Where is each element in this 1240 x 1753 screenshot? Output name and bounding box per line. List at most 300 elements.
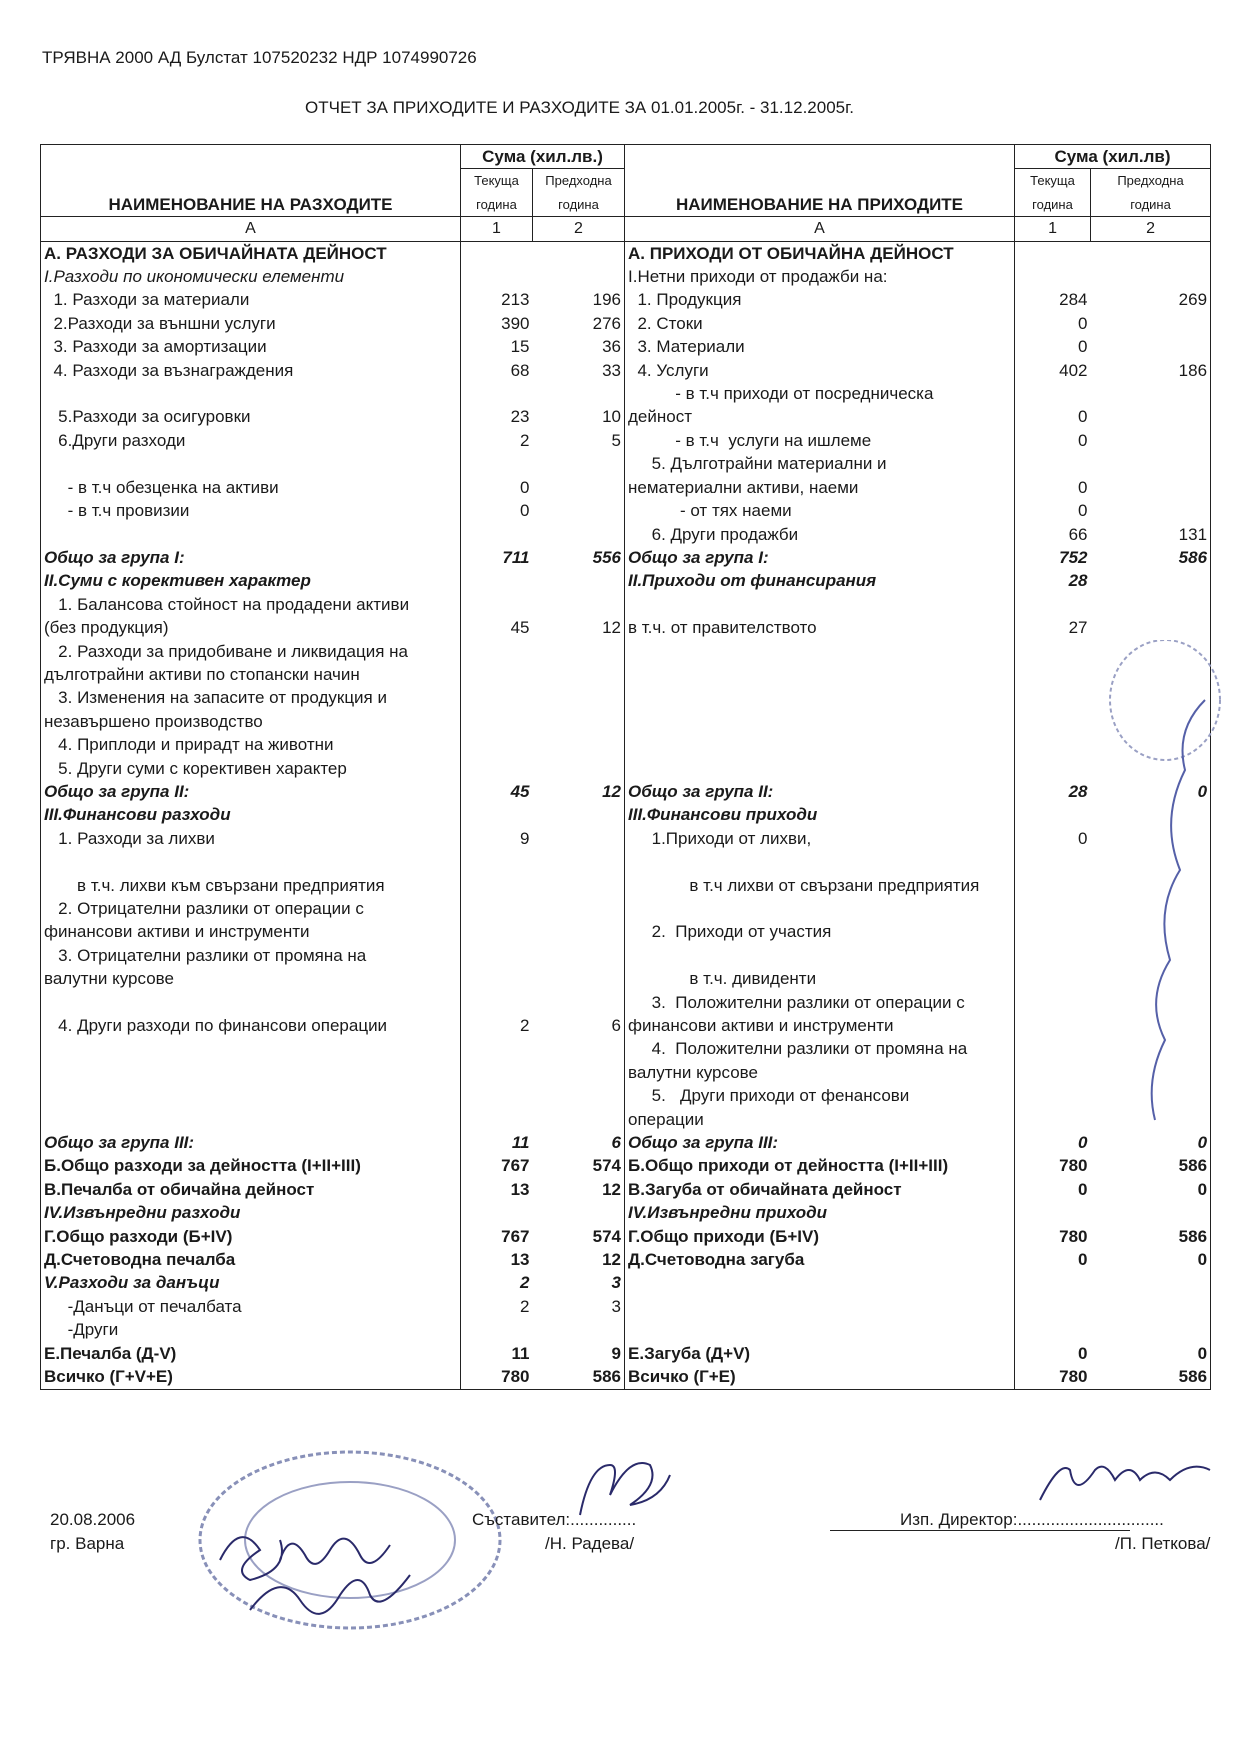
table-row xyxy=(41,1365,1211,1389)
income-current-value xyxy=(1015,241,1091,265)
income-item: операции xyxy=(628,1109,704,1129)
expense-previous-value xyxy=(533,1201,625,1224)
table-row xyxy=(41,1154,1211,1177)
table-row xyxy=(41,944,1211,967)
table-row xyxy=(41,546,1211,569)
income-current-year-header: Текуща година xyxy=(1015,169,1091,217)
income-item xyxy=(625,710,1015,733)
income-current-value: 0 xyxy=(1015,827,1091,850)
expense-item: 3. Разходи за амортизации xyxy=(41,335,461,358)
income-current-value xyxy=(1015,1037,1091,1060)
income-current-value xyxy=(1015,663,1091,686)
income-current-value xyxy=(1015,757,1091,780)
income-item: финансови активи и инструменти xyxy=(628,1016,894,1036)
income-item: Б.Общо приходи от дейността (I+II+III) xyxy=(628,1156,949,1176)
director-signature-line xyxy=(830,1530,1130,1531)
expense-item xyxy=(41,1084,461,1107)
expense-current-value xyxy=(461,803,533,826)
expense-item: Общо за група I: xyxy=(41,546,461,569)
expense-previous-value xyxy=(533,382,625,405)
table-row xyxy=(41,499,1211,522)
expense-previous-value xyxy=(533,1318,625,1341)
expense-previous-value xyxy=(533,1037,625,1060)
income-current-value: 780 xyxy=(1015,1154,1091,1177)
expense-current-value xyxy=(461,991,533,1014)
income-current-value xyxy=(1015,640,1091,663)
income-item: 5. Дълготрайни материални и xyxy=(628,454,887,474)
income-previous-value: 586 xyxy=(1091,546,1211,569)
income-current-value: 0 xyxy=(1015,429,1091,452)
expense-previous-value: 12 xyxy=(533,780,625,803)
income-previous-value xyxy=(1091,616,1211,639)
expense-previous-value: 586 xyxy=(533,1365,625,1389)
expense-item: 1. Балансова стойност на продадени активи xyxy=(41,593,461,616)
income-item: Общо за група III: xyxy=(628,1133,779,1153)
income-previous-value xyxy=(1091,593,1211,616)
income-item xyxy=(625,944,1015,967)
expense-current-value xyxy=(461,640,533,663)
expense-item xyxy=(41,382,461,405)
expense-item xyxy=(41,850,461,873)
expense-current-value xyxy=(461,593,533,616)
expense-previous-value xyxy=(533,241,625,265)
expense-current-value xyxy=(461,265,533,288)
expense-previous-value: 6 xyxy=(533,1131,625,1154)
income-previous-value xyxy=(1091,382,1211,405)
income-previous-value xyxy=(1091,499,1211,522)
handwritten-note xyxy=(1095,640,1235,1160)
income-current-value xyxy=(1015,1201,1091,1224)
expense-item: III.Финансови разходи xyxy=(41,803,461,826)
expense-current-value xyxy=(461,897,533,920)
table-row xyxy=(41,1342,1211,1365)
expenses-current-year-header: Текуща година xyxy=(461,169,533,217)
income-current-value: 27 xyxy=(1015,616,1091,639)
income-previous-value xyxy=(1091,1201,1211,1224)
income-current-value xyxy=(1015,991,1091,1014)
income-current-value: 752 xyxy=(1015,546,1091,569)
expense-previous-value: 276 xyxy=(533,312,625,335)
expense-previous-value xyxy=(533,1061,625,1084)
table-row xyxy=(41,1131,1211,1154)
expense-item xyxy=(41,1037,461,1060)
expense-previous-value xyxy=(533,499,625,522)
income-current-value xyxy=(1015,967,1091,990)
expense-current-value xyxy=(461,757,533,780)
expense-item: 2. Разходи за придобиване и ликвидация на xyxy=(41,640,461,663)
expense-previous-value: 36 xyxy=(533,335,625,358)
income-item: валутни курсове xyxy=(628,1062,758,1082)
income-item xyxy=(625,757,1015,780)
income-previous-value: 0 xyxy=(1091,1178,1211,1201)
table-row xyxy=(41,874,1211,897)
table-row xyxy=(41,733,1211,756)
table-row xyxy=(41,1225,1211,1248)
income-current-value: 0 xyxy=(1015,1248,1091,1271)
income-item: Общо за група I: xyxy=(628,547,769,567)
expense-item: Общо за група II: xyxy=(41,780,461,803)
expense-previous-value xyxy=(533,803,625,826)
income-item xyxy=(625,1318,1015,1341)
expense-previous-value: 5 xyxy=(533,429,625,452)
expense-previous-value xyxy=(533,991,625,1014)
expense-previous-value: 12 xyxy=(533,1178,625,1201)
table-body xyxy=(41,241,1211,1389)
income-item: Всичко (Г+Е) xyxy=(625,1365,1015,1389)
income-current-value xyxy=(1015,1271,1091,1294)
income-previous-value xyxy=(1091,569,1211,592)
expense-previous-value: 9 xyxy=(533,1342,625,1365)
expense-item: 4. Разходи за възнаграждения xyxy=(41,359,461,382)
table-row xyxy=(41,569,1211,592)
income-current-value xyxy=(1015,733,1091,756)
table-row xyxy=(41,1248,1211,1271)
expense-item: валутни курсове xyxy=(41,967,461,990)
expense-previous-value xyxy=(533,1108,625,1131)
expense-previous-value: 12 xyxy=(533,616,625,639)
expense-previous-value: 196 xyxy=(533,288,625,311)
column-label: 1 xyxy=(1015,217,1091,241)
income-current-value: 0 xyxy=(1015,499,1091,522)
expense-previous-value xyxy=(533,827,625,850)
income-current-value xyxy=(1015,1295,1091,1318)
table-row xyxy=(41,967,1211,990)
income-current-value xyxy=(1015,265,1091,288)
expense-current-value xyxy=(461,874,533,897)
expense-item: 1. Разходи за лихви xyxy=(41,827,461,850)
expense-item: дълготрайни активи по стопански начин xyxy=(41,663,461,686)
income-current-value: 0 xyxy=(1015,1342,1091,1365)
expense-previous-value xyxy=(533,897,625,920)
income-name-header: НАИМЕНОВАНИЕ НА ПРИХОДИТЕ xyxy=(625,145,1015,217)
income-item: Е.Загуба (Д+V) xyxy=(628,1343,751,1363)
expense-previous-value xyxy=(533,920,625,943)
income-previous-value xyxy=(1091,335,1211,358)
expense-item: Общо за група III: xyxy=(41,1131,461,1154)
income-current-value xyxy=(1015,897,1091,920)
compiler-label: Съставител:.............. xyxy=(472,1510,637,1529)
expense-item: 5.Разходи за осигуровки xyxy=(41,405,461,428)
expense-current-value: 2 xyxy=(520,430,530,450)
expense-current-value xyxy=(461,686,533,709)
expense-current-value: 390 xyxy=(501,313,530,333)
income-item xyxy=(625,593,1015,616)
income-item: - в т.ч приходи от посредническа xyxy=(628,384,934,404)
income-current-value xyxy=(1015,452,1091,475)
income-item xyxy=(625,1271,1015,1294)
income-current-value: 0 xyxy=(1015,405,1091,428)
table-row xyxy=(41,710,1211,733)
expense-current-value: 2 xyxy=(520,1296,530,1316)
expense-item: - в т.ч обезценка на активи xyxy=(41,476,461,499)
column-number-row xyxy=(41,217,1211,241)
income-previous-year-header: Предходна година xyxy=(1091,169,1211,217)
income-item: 2. Приходи от участия xyxy=(628,922,832,942)
table-row xyxy=(41,288,1211,311)
table-row xyxy=(41,1271,1211,1294)
expense-item: В.Печалба от обичайна дейност xyxy=(41,1178,461,1201)
expense-previous-value xyxy=(533,476,625,499)
expense-item: (без продукция) xyxy=(41,616,461,639)
income-previous-value: 0 xyxy=(1091,1342,1211,1365)
table-row xyxy=(41,593,1211,616)
expense-previous-value: 10 xyxy=(533,405,625,428)
table-row xyxy=(41,523,1211,546)
expense-previous-value xyxy=(533,967,625,990)
income-item xyxy=(625,850,1015,873)
expense-item: 4. Други разходи по финансови операции xyxy=(41,1014,461,1037)
table-row xyxy=(41,640,1211,663)
income-current-value xyxy=(1015,850,1091,873)
expense-item: 5. Други суми с корективен характер xyxy=(41,757,461,780)
expense-item xyxy=(41,452,461,475)
expense-current-value xyxy=(461,241,533,265)
income-previous-value: 0 xyxy=(1091,780,1211,803)
income-item: IV.Извънредни приходи xyxy=(628,1203,828,1223)
expense-previous-value: 3 xyxy=(533,1271,625,1294)
income-item: III.Финансови приходи xyxy=(628,805,818,825)
income-current-value xyxy=(1015,944,1091,967)
column-label: 2 xyxy=(1091,217,1211,241)
income-previous-value xyxy=(1091,476,1211,499)
income-current-value: 780 xyxy=(1015,1365,1091,1389)
expense-previous-value xyxy=(533,710,625,733)
expense-previous-value xyxy=(533,640,625,663)
income-previous-value xyxy=(1091,405,1211,428)
income-item: II.Приходи от финансирания xyxy=(628,571,877,591)
expense-previous-value xyxy=(533,523,625,546)
income-item: 3. Материали xyxy=(628,337,745,357)
expense-item xyxy=(41,1061,461,1084)
expense-item: в т.ч. лихви към свързани предприятия xyxy=(41,874,461,897)
expense-item: 2. Отрицателни разлики от операции с xyxy=(41,897,461,920)
expense-current-value xyxy=(461,920,533,943)
income-item: в т.ч. от правителството xyxy=(628,618,817,638)
expense-current-value xyxy=(461,569,533,592)
table-row xyxy=(41,1084,1211,1107)
table-row xyxy=(41,686,1211,709)
income-current-value: 0 xyxy=(1015,335,1091,358)
expense-current-value xyxy=(461,663,533,686)
expense-current-value: 780 xyxy=(461,1365,533,1389)
income-item: дейност xyxy=(628,407,693,427)
expense-item: -Данъци от печалбата xyxy=(41,1295,461,1318)
column-label: А xyxy=(41,217,461,241)
income-current-value xyxy=(1015,1108,1091,1131)
income-previous-value: 586 xyxy=(1091,1365,1211,1389)
income-previous-value: 131 xyxy=(1091,523,1211,546)
expenses-sum-header: Сума (хил.лв.) xyxy=(461,145,625,169)
income-item: - в т.ч услуги на ишлеме xyxy=(628,430,872,450)
table-row xyxy=(41,452,1211,475)
expense-item: Г.Общо разходи (Б+IV) xyxy=(41,1225,461,1248)
income-current-value xyxy=(1015,920,1091,943)
income-item: 1.Приходи от лихви, xyxy=(628,828,812,848)
table-row xyxy=(41,663,1211,686)
income-previous-value: 269 xyxy=(1091,288,1211,311)
income-previous-value xyxy=(1091,429,1211,452)
expense-current-value: 23 xyxy=(510,407,530,427)
expense-current-value xyxy=(461,1037,533,1060)
expense-item xyxy=(41,1108,461,1131)
expense-item: Б.Общо разходи за дейността (I+II+III) xyxy=(41,1154,461,1177)
expense-current-value xyxy=(461,710,533,733)
income-current-value xyxy=(1015,803,1091,826)
expense-current-value xyxy=(461,1084,533,1107)
expense-current-value: 45 xyxy=(510,781,530,801)
expense-current-value xyxy=(461,733,533,756)
expense-previous-value xyxy=(533,733,625,756)
expense-current-value xyxy=(461,1201,533,1224)
expense-current-value: 767 xyxy=(501,1226,530,1246)
expense-previous-value xyxy=(533,1084,625,1107)
expense-current-value xyxy=(461,1318,533,1341)
income-current-value: 0 xyxy=(1015,1178,1091,1201)
expense-previous-value xyxy=(533,757,625,780)
income-item: Г.Общо приходи (Б+IV) xyxy=(628,1226,819,1246)
director-signature xyxy=(1030,1455,1230,1515)
expense-item: 1. Разходи за материали xyxy=(41,288,461,311)
income-previous-value: 0 xyxy=(1091,1131,1211,1154)
expense-item: I.Разходи по икономически елементи xyxy=(41,265,461,288)
income-item: А. ПРИХОДИ ОТ ОБИЧАЙНА ДЕЙНОСТ xyxy=(628,243,954,263)
expense-current-value xyxy=(461,944,533,967)
table-row xyxy=(41,850,1211,873)
expense-previous-value xyxy=(533,686,625,709)
table-row xyxy=(41,1108,1211,1131)
expense-item: - в т.ч провизии xyxy=(41,499,461,522)
table-row xyxy=(41,780,1211,803)
table-row xyxy=(41,382,1211,405)
expense-previous-value xyxy=(533,850,625,873)
expense-current-value: 45 xyxy=(510,618,530,638)
table-row xyxy=(41,1061,1211,1084)
expense-item: 6.Други разходи xyxy=(41,429,461,452)
expense-current-value xyxy=(461,1061,533,1084)
expense-previous-value: 556 xyxy=(533,546,625,569)
income-item: в т.ч лихви от свързани предприятия xyxy=(628,875,980,895)
table-header-row xyxy=(41,145,1211,169)
table-row xyxy=(41,616,1211,639)
expense-current-value: 213 xyxy=(501,290,530,310)
income-item: 5. Други приходи от фенансови xyxy=(628,1086,910,1106)
table-row xyxy=(41,991,1211,1014)
income-previous-value xyxy=(1091,241,1211,265)
expenses-previous-year-header: Предходна година xyxy=(533,169,625,217)
income-item xyxy=(625,897,1015,920)
expense-previous-value: 12 xyxy=(533,1248,625,1271)
income-item: в т.ч. дивиденти xyxy=(628,969,817,989)
income-current-value: 780 xyxy=(1015,1225,1091,1248)
expense-current-value: 11 xyxy=(511,1133,530,1153)
income-item: 2. Стоки xyxy=(628,313,703,333)
expense-current-value: 13 xyxy=(510,1179,530,1199)
income-item: В.Загуба от обичайната дейност xyxy=(628,1179,902,1199)
table-row xyxy=(41,265,1211,288)
income-previous-value: 586 xyxy=(1091,1154,1211,1177)
director-label: Изп. Директор:............................... xyxy=(900,1510,1164,1529)
table-row xyxy=(41,827,1211,850)
table-row xyxy=(41,897,1211,920)
expense-current-value: 711 xyxy=(502,547,530,567)
table-row xyxy=(41,359,1211,382)
income-current-value: 0 xyxy=(1015,476,1091,499)
income-previous-value xyxy=(1091,1318,1211,1341)
expense-previous-value xyxy=(533,452,625,475)
expense-item: 3. Отрицателни разлики от промяна на xyxy=(41,944,461,967)
expense-item: А. РАЗХОДИ ЗА ОБИЧАЙНАТА ДЕЙНОСТ xyxy=(41,241,461,265)
table-row xyxy=(41,1178,1211,1201)
expense-previous-value xyxy=(533,265,625,288)
expense-current-value: 68 xyxy=(510,360,530,380)
expense-previous-value: 574 xyxy=(533,1154,625,1177)
income-previous-value xyxy=(1091,312,1211,335)
column-label: А xyxy=(625,217,1015,241)
income-item: нематериални активи, наеми xyxy=(628,477,859,497)
income-item: 4. Положителни разлики от промяна на xyxy=(628,1039,968,1059)
expense-item: Д.Счетоводна печалба xyxy=(41,1248,461,1271)
expense-previous-value xyxy=(533,569,625,592)
expense-item: II.Суми с корективен характер xyxy=(41,569,461,592)
expense-current-value: 15 xyxy=(510,337,530,357)
income-previous-value: 0 xyxy=(1091,1248,1211,1271)
expense-current-value xyxy=(461,850,533,873)
expense-item: V.Разходи за данъци xyxy=(41,1271,461,1294)
table-row xyxy=(41,241,1211,265)
expense-item xyxy=(41,523,461,546)
income-current-value: 402 xyxy=(1015,359,1091,382)
expense-previous-value xyxy=(533,593,625,616)
expense-current-value: 11 xyxy=(511,1343,530,1363)
expense-current-value xyxy=(461,452,533,475)
expense-current-value xyxy=(461,523,533,546)
expense-current-value: 0 xyxy=(520,477,530,497)
table-row xyxy=(41,757,1211,780)
income-statement-table xyxy=(40,144,1211,1390)
expenses-name-header: НАИМЕНОВАНИЕ НА РАЗХОДИТЕ xyxy=(41,145,461,217)
income-current-value xyxy=(1015,686,1091,709)
income-current-value: 28 xyxy=(1015,780,1091,803)
income-previous-value xyxy=(1091,1295,1211,1318)
column-label: 2 xyxy=(533,217,625,241)
expense-item: Всичко (Г+V+Е) xyxy=(41,1365,461,1389)
expense-item: IV.Извънредни разходи xyxy=(41,1201,461,1224)
income-item: 4. Услуги xyxy=(628,360,709,380)
company-info: ТРЯВНА 2000 АД Булстат 107520232 НДР 1074990726 xyxy=(42,48,477,67)
table-row xyxy=(41,1201,1211,1224)
expense-item: 2.Разходи за външни услуги xyxy=(41,312,461,335)
income-item xyxy=(625,663,1015,686)
income-current-value xyxy=(1015,382,1091,405)
income-current-value xyxy=(1015,1014,1091,1037)
expense-previous-value: 574 xyxy=(533,1225,625,1248)
company-stamp xyxy=(190,1440,520,1640)
income-item xyxy=(625,640,1015,663)
table-row xyxy=(41,405,1211,428)
table-row xyxy=(41,312,1211,335)
income-current-value: 66 xyxy=(1015,523,1091,546)
report-date: 20.08.2006 xyxy=(50,1510,136,1529)
table-row xyxy=(41,1014,1211,1037)
expense-previous-value: 3 xyxy=(533,1295,625,1318)
expense-current-value: 2 xyxy=(520,1016,530,1036)
income-sum-header: Сума (хил.лв) xyxy=(1015,145,1211,169)
expense-current-value: 13 xyxy=(510,1250,530,1270)
table-row xyxy=(41,803,1211,826)
income-item xyxy=(625,1295,1015,1318)
expense-current-value xyxy=(461,1108,533,1131)
expense-current-value: 767 xyxy=(501,1156,530,1176)
